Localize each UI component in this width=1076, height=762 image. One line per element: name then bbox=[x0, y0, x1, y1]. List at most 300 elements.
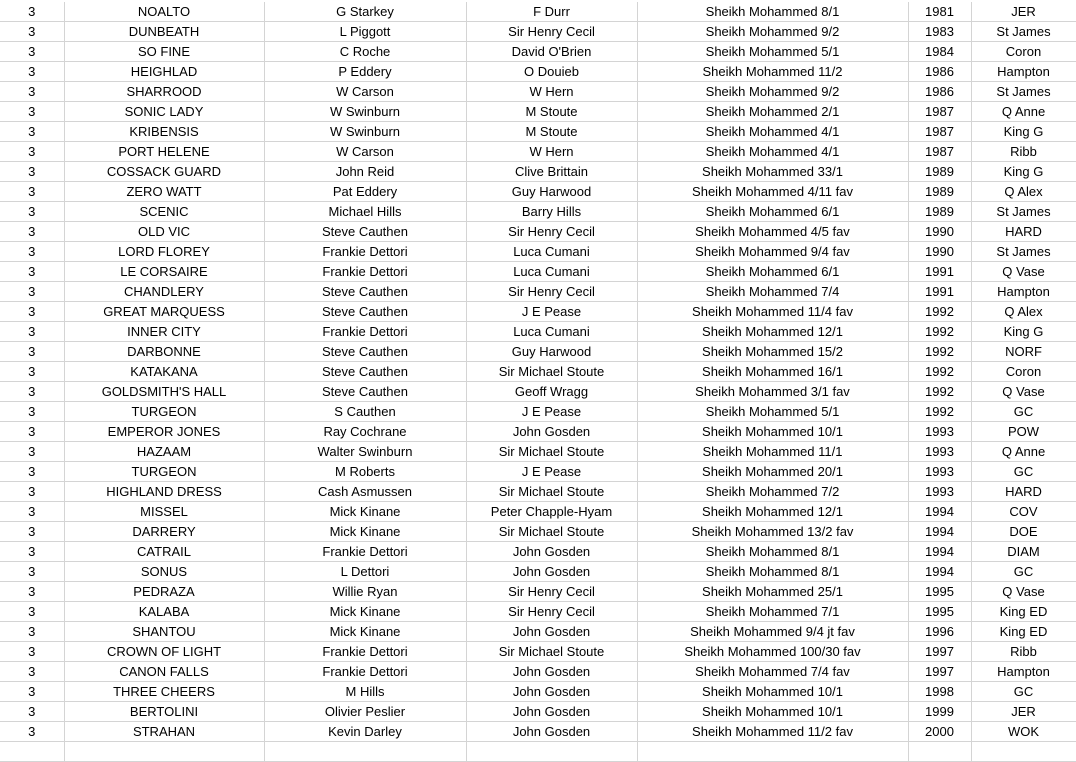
position-cell[interactable]: 3 bbox=[0, 502, 64, 522]
trainer-cell[interactable]: John Gosden bbox=[466, 542, 637, 562]
table-row[interactable] bbox=[0, 142, 1076, 162]
trainer-cell[interactable]: Sir Henry Cecil bbox=[466, 602, 637, 622]
position-cell[interactable]: 3 bbox=[0, 242, 64, 262]
jockey-cell[interactable]: Steve Cauthen bbox=[264, 282, 466, 302]
table-row[interactable] bbox=[0, 402, 1076, 422]
table-row[interactable] bbox=[0, 462, 1076, 482]
horse-cell[interactable]: DUNBEATH bbox=[64, 22, 264, 42]
jockey-cell[interactable]: Frankie Dettori bbox=[264, 262, 466, 282]
race-cell[interactable]: St James bbox=[971, 22, 1076, 42]
table-row[interactable] bbox=[0, 442, 1076, 462]
jockey-cell[interactable]: S Cauthen bbox=[264, 402, 466, 422]
table-row[interactable] bbox=[0, 282, 1076, 302]
race-cell[interactable]: Hampton bbox=[971, 62, 1076, 82]
race-cell[interactable]: NORF bbox=[971, 342, 1076, 362]
table-row[interactable] bbox=[0, 62, 1076, 82]
table-row[interactable] bbox=[0, 182, 1076, 202]
horse-cell[interactable]: KRIBENSIS bbox=[64, 122, 264, 142]
race-cell[interactable]: DIAM bbox=[971, 542, 1076, 562]
trainer-cell[interactable]: Barry Hills bbox=[466, 202, 637, 222]
race-cell[interactable]: Q Alex bbox=[971, 302, 1076, 322]
position-cell[interactable]: 3 bbox=[0, 302, 64, 322]
owner-odds-cell[interactable]: Sheikh Mohammed 12/1 bbox=[637, 502, 908, 522]
owner-odds-cell[interactable]: Sheikh Mohammed 7/4 fav bbox=[637, 662, 908, 682]
horse-cell[interactable]: DARBONNE bbox=[64, 342, 264, 362]
horse-cell[interactable]: KALABA bbox=[64, 602, 264, 622]
horse-cell[interactable]: KATAKANA bbox=[64, 362, 264, 382]
jockey-cell[interactable]: Steve Cauthen bbox=[264, 362, 466, 382]
trainer-cell[interactable]: Guy Harwood bbox=[466, 342, 637, 362]
horse-cell[interactable]: TURGEON bbox=[64, 402, 264, 422]
empty-cell[interactable] bbox=[264, 742, 466, 762]
year-cell[interactable]: 2000 bbox=[908, 722, 971, 742]
jockey-cell[interactable]: Michael Hills bbox=[264, 202, 466, 222]
horse-cell[interactable]: SHARROOD bbox=[64, 82, 264, 102]
owner-odds-cell[interactable]: Sheikh Mohammed 25/1 bbox=[637, 582, 908, 602]
horse-cell[interactable]: SONIC LADY bbox=[64, 102, 264, 122]
owner-odds-cell[interactable]: Sheikh Mohammed 5/1 bbox=[637, 402, 908, 422]
trainer-cell[interactable]: F Durr bbox=[466, 2, 637, 22]
table-row[interactable] bbox=[0, 262, 1076, 282]
horse-cell[interactable]: ZERO WATT bbox=[64, 182, 264, 202]
owner-odds-cell[interactable]: Sheikh Mohammed 9/4 fav bbox=[637, 242, 908, 262]
trainer-cell[interactable]: John Gosden bbox=[466, 682, 637, 702]
trainer-cell[interactable]: Clive Brittain bbox=[466, 162, 637, 182]
owner-odds-cell[interactable]: Sheikh Mohammed 8/1 bbox=[637, 542, 908, 562]
trainer-cell[interactable]: John Gosden bbox=[466, 722, 637, 742]
table-row[interactable] bbox=[0, 362, 1076, 382]
empty-cell[interactable] bbox=[64, 742, 264, 762]
position-cell[interactable]: 3 bbox=[0, 322, 64, 342]
race-cell[interactable]: HARD bbox=[971, 482, 1076, 502]
race-cell[interactable]: GC bbox=[971, 462, 1076, 482]
owner-odds-cell[interactable]: Sheikh Mohammed 11/1 bbox=[637, 442, 908, 462]
position-cell[interactable]: 3 bbox=[0, 522, 64, 542]
trainer-cell[interactable]: Geoff Wragg bbox=[466, 382, 637, 402]
year-cell[interactable]: 1986 bbox=[908, 62, 971, 82]
table-row[interactable] bbox=[0, 622, 1076, 642]
horse-cell[interactable]: CHANDLERY bbox=[64, 282, 264, 302]
table-row[interactable] bbox=[0, 162, 1076, 182]
jockey-cell[interactable]: Mick Kinane bbox=[264, 622, 466, 642]
trainer-cell[interactable]: Sir Henry Cecil bbox=[466, 22, 637, 42]
table-row[interactable] bbox=[0, 202, 1076, 222]
horse-cell[interactable]: THREE CHEERS bbox=[64, 682, 264, 702]
horse-cell[interactable]: INNER CITY bbox=[64, 322, 264, 342]
trainer-cell[interactable]: M Stoute bbox=[466, 102, 637, 122]
position-cell[interactable]: 3 bbox=[0, 362, 64, 382]
jockey-cell[interactable]: Olivier Peslier bbox=[264, 702, 466, 722]
trainer-cell[interactable]: Sir Henry Cecil bbox=[466, 222, 637, 242]
year-cell[interactable]: 1987 bbox=[908, 122, 971, 142]
race-cell[interactable]: King ED bbox=[971, 622, 1076, 642]
table-row[interactable] bbox=[0, 2, 1076, 22]
race-cell[interactable]: HARD bbox=[971, 222, 1076, 242]
race-cell[interactable]: Coron bbox=[971, 362, 1076, 382]
position-cell[interactable]: 3 bbox=[0, 582, 64, 602]
race-cell[interactable]: GC bbox=[971, 682, 1076, 702]
year-cell[interactable]: 1989 bbox=[908, 182, 971, 202]
jockey-cell[interactable]: John Reid bbox=[264, 162, 466, 182]
year-cell[interactable]: 1991 bbox=[908, 262, 971, 282]
trainer-cell[interactable]: Peter Chapple-Hyam bbox=[466, 502, 637, 522]
race-cell[interactable]: St James bbox=[971, 82, 1076, 102]
year-cell[interactable]: 1995 bbox=[908, 602, 971, 622]
year-cell[interactable]: 1993 bbox=[908, 442, 971, 462]
jockey-cell[interactable]: Mick Kinane bbox=[264, 602, 466, 622]
trainer-cell[interactable]: John Gosden bbox=[466, 622, 637, 642]
owner-odds-cell[interactable]: Sheikh Mohammed 10/1 bbox=[637, 422, 908, 442]
position-cell[interactable]: 3 bbox=[0, 682, 64, 702]
position-cell[interactable]: 3 bbox=[0, 402, 64, 422]
race-cell[interactable]: Q Vase bbox=[971, 382, 1076, 402]
jockey-cell[interactable]: Mick Kinane bbox=[264, 522, 466, 542]
race-cell[interactable]: King G bbox=[971, 162, 1076, 182]
position-cell[interactable]: 3 bbox=[0, 202, 64, 222]
table-row[interactable] bbox=[0, 602, 1076, 622]
owner-odds-cell[interactable]: Sheikh Mohammed 11/4 fav bbox=[637, 302, 908, 322]
race-cell[interactable]: GC bbox=[971, 402, 1076, 422]
horse-cell[interactable]: GOLDSMITH'S HALL bbox=[64, 382, 264, 402]
year-cell[interactable]: 1989 bbox=[908, 202, 971, 222]
owner-odds-cell[interactable]: Sheikh Mohammed 100/30 fav bbox=[637, 642, 908, 662]
horse-cell[interactable]: LE CORSAIRE bbox=[64, 262, 264, 282]
year-cell[interactable]: 1996 bbox=[908, 622, 971, 642]
race-cell[interactable]: POW bbox=[971, 422, 1076, 442]
owner-odds-cell[interactable]: Sheikh Mohammed 11/2 fav bbox=[637, 722, 908, 742]
owner-odds-cell[interactable]: Sheikh Mohammed 6/1 bbox=[637, 202, 908, 222]
trainer-cell[interactable]: Luca Cumani bbox=[466, 242, 637, 262]
table-row[interactable] bbox=[0, 122, 1076, 142]
table-row[interactable] bbox=[0, 522, 1076, 542]
race-cell[interactable]: Q Alex bbox=[971, 182, 1076, 202]
race-cell[interactable]: King G bbox=[971, 322, 1076, 342]
position-cell[interactable]: 3 bbox=[0, 482, 64, 502]
owner-odds-cell[interactable]: Sheikh Mohammed 4/1 bbox=[637, 142, 908, 162]
jockey-cell[interactable]: W Carson bbox=[264, 82, 466, 102]
trainer-cell[interactable]: David O'Brien bbox=[466, 42, 637, 62]
table-row[interactable] bbox=[0, 642, 1076, 662]
position-cell[interactable]: 3 bbox=[0, 142, 64, 162]
year-cell[interactable]: 1994 bbox=[908, 522, 971, 542]
owner-odds-cell[interactable]: Sheikh Mohammed 4/5 fav bbox=[637, 222, 908, 242]
table-row[interactable] bbox=[0, 502, 1076, 522]
year-cell[interactable]: 1984 bbox=[908, 42, 971, 62]
race-cell[interactable]: Q Vase bbox=[971, 582, 1076, 602]
trainer-cell[interactable]: Luca Cumani bbox=[466, 322, 637, 342]
race-cell[interactable]: Ribb bbox=[971, 642, 1076, 662]
table-row[interactable] bbox=[0, 582, 1076, 602]
owner-odds-cell[interactable]: Sheikh Mohammed 7/1 bbox=[637, 602, 908, 622]
year-cell[interactable]: 1981 bbox=[908, 2, 971, 22]
table-row[interactable] bbox=[0, 22, 1076, 42]
year-cell[interactable]: 1994 bbox=[908, 542, 971, 562]
horse-cell[interactable]: OLD VIC bbox=[64, 222, 264, 242]
year-cell[interactable]: 1993 bbox=[908, 462, 971, 482]
trainer-cell[interactable]: John Gosden bbox=[466, 422, 637, 442]
position-cell[interactable]: 3 bbox=[0, 562, 64, 582]
position-cell[interactable]: 3 bbox=[0, 122, 64, 142]
trainer-cell[interactable]: John Gosden bbox=[466, 662, 637, 682]
table-row[interactable] bbox=[0, 422, 1076, 442]
jockey-cell[interactable]: Willie Ryan bbox=[264, 582, 466, 602]
year-cell[interactable]: 1994 bbox=[908, 562, 971, 582]
year-cell[interactable]: 1994 bbox=[908, 502, 971, 522]
empty-cell[interactable] bbox=[908, 742, 971, 762]
trainer-cell[interactable]: W Hern bbox=[466, 82, 637, 102]
trainer-cell[interactable]: Sir Michael Stoute bbox=[466, 522, 637, 542]
year-cell[interactable]: 1991 bbox=[908, 282, 971, 302]
table-row[interactable] bbox=[0, 82, 1076, 102]
trainer-cell[interactable]: Guy Harwood bbox=[466, 182, 637, 202]
table-row[interactable] bbox=[0, 482, 1076, 502]
horse-cell[interactable]: SONUS bbox=[64, 562, 264, 582]
race-cell[interactable]: King G bbox=[971, 122, 1076, 142]
table-row[interactable] bbox=[0, 702, 1076, 722]
jockey-cell[interactable]: Frankie Dettori bbox=[264, 542, 466, 562]
horse-cell[interactable]: GREAT MARQUESS bbox=[64, 302, 264, 322]
race-cell[interactable]: St James bbox=[971, 202, 1076, 222]
jockey-cell[interactable]: Frankie Dettori bbox=[264, 662, 466, 682]
jockey-cell[interactable]: Kevin Darley bbox=[264, 722, 466, 742]
trainer-cell[interactable]: J E Pease bbox=[466, 302, 637, 322]
table-row[interactable] bbox=[0, 322, 1076, 342]
race-cell[interactable]: King ED bbox=[971, 602, 1076, 622]
year-cell[interactable]: 1992 bbox=[908, 302, 971, 322]
owner-odds-cell[interactable]: Sheikh Mohammed 4/1 bbox=[637, 122, 908, 142]
jockey-cell[interactable]: W Swinburn bbox=[264, 102, 466, 122]
empty-cell[interactable] bbox=[0, 742, 64, 762]
trainer-cell[interactable]: W Hern bbox=[466, 142, 637, 162]
horse-cell[interactable]: NOALTO bbox=[64, 2, 264, 22]
table-row[interactable] bbox=[0, 42, 1076, 62]
owner-odds-cell[interactable]: Sheikh Mohammed 9/2 bbox=[637, 22, 908, 42]
owner-odds-cell[interactable]: Sheikh Mohammed 8/1 bbox=[637, 562, 908, 582]
position-cell[interactable]: 3 bbox=[0, 42, 64, 62]
race-cell[interactable]: Q Anne bbox=[971, 102, 1076, 122]
position-cell[interactable]: 3 bbox=[0, 622, 64, 642]
table-row[interactable] bbox=[0, 242, 1076, 262]
year-cell[interactable]: 1998 bbox=[908, 682, 971, 702]
jockey-cell[interactable]: Steve Cauthen bbox=[264, 302, 466, 322]
jockey-cell[interactable]: Pat Eddery bbox=[264, 182, 466, 202]
owner-odds-cell[interactable]: Sheikh Mohammed 2/1 bbox=[637, 102, 908, 122]
table-row[interactable] bbox=[0, 302, 1076, 322]
horse-cell[interactable]: CATRAIL bbox=[64, 542, 264, 562]
position-cell[interactable]: 3 bbox=[0, 382, 64, 402]
horse-cell[interactable]: EMPEROR JONES bbox=[64, 422, 264, 442]
year-cell[interactable]: 1990 bbox=[908, 242, 971, 262]
jockey-cell[interactable]: L Dettori bbox=[264, 562, 466, 582]
owner-odds-cell[interactable]: Sheikh Mohammed 3/1 fav bbox=[637, 382, 908, 402]
jockey-cell[interactable]: P Eddery bbox=[264, 62, 466, 82]
horse-cell[interactable]: HIGHLAND DRESS bbox=[64, 482, 264, 502]
position-cell[interactable]: 3 bbox=[0, 462, 64, 482]
race-cell[interactable]: Hampton bbox=[971, 282, 1076, 302]
horse-cell[interactable]: DARRERY bbox=[64, 522, 264, 542]
race-cell[interactable]: WOK bbox=[971, 722, 1076, 742]
position-cell[interactable]: 3 bbox=[0, 222, 64, 242]
position-cell[interactable]: 3 bbox=[0, 102, 64, 122]
race-cell[interactable]: Hampton bbox=[971, 662, 1076, 682]
jockey-cell[interactable]: M Hills bbox=[264, 682, 466, 702]
trainer-cell[interactable]: M Stoute bbox=[466, 122, 637, 142]
year-cell[interactable]: 1986 bbox=[908, 82, 971, 102]
table-row[interactable] bbox=[0, 222, 1076, 242]
owner-odds-cell[interactable]: Sheikh Mohammed 9/4 jt fav bbox=[637, 622, 908, 642]
year-cell[interactable]: 1989 bbox=[908, 162, 971, 182]
trainer-cell[interactable]: Sir Henry Cecil bbox=[466, 282, 637, 302]
owner-odds-cell[interactable]: Sheikh Mohammed 20/1 bbox=[637, 462, 908, 482]
owner-odds-cell[interactable]: Sheikh Mohammed 4/11 fav bbox=[637, 182, 908, 202]
jockey-cell[interactable]: L Piggott bbox=[264, 22, 466, 42]
year-cell[interactable]: 1987 bbox=[908, 142, 971, 162]
owner-odds-cell[interactable]: Sheikh Mohammed 33/1 bbox=[637, 162, 908, 182]
owner-odds-cell[interactable]: Sheikh Mohammed 7/4 bbox=[637, 282, 908, 302]
race-cell[interactable]: DOE bbox=[971, 522, 1076, 542]
owner-odds-cell[interactable]: Sheikh Mohammed 12/1 bbox=[637, 322, 908, 342]
year-cell[interactable]: 1999 bbox=[908, 702, 971, 722]
horse-cell[interactable]: BERTOLINI bbox=[64, 702, 264, 722]
race-cell[interactable]: Q Vase bbox=[971, 262, 1076, 282]
empty-cell[interactable] bbox=[971, 742, 1076, 762]
position-cell[interactable]: 3 bbox=[0, 722, 64, 742]
jockey-cell[interactable]: Walter Swinburn bbox=[264, 442, 466, 462]
horse-cell[interactable]: PORT HELENE bbox=[64, 142, 264, 162]
table-row[interactable] bbox=[0, 382, 1076, 402]
year-cell[interactable]: 1992 bbox=[908, 362, 971, 382]
position-cell[interactable]: 3 bbox=[0, 22, 64, 42]
trainer-cell[interactable]: Luca Cumani bbox=[466, 262, 637, 282]
horse-cell[interactable]: TURGEON bbox=[64, 462, 264, 482]
horse-cell[interactable]: SHANTOU bbox=[64, 622, 264, 642]
trainer-cell[interactable]: John Gosden bbox=[466, 702, 637, 722]
position-cell[interactable]: 3 bbox=[0, 282, 64, 302]
race-cell[interactable]: Ribb bbox=[971, 142, 1076, 162]
owner-odds-cell[interactable]: Sheikh Mohammed 9/2 bbox=[637, 82, 908, 102]
race-cell[interactable]: COV bbox=[971, 502, 1076, 522]
horse-cell[interactable]: CROWN OF LIGHT bbox=[64, 642, 264, 662]
jockey-cell[interactable]: Steve Cauthen bbox=[264, 222, 466, 242]
trainer-cell[interactable]: Sir Henry Cecil bbox=[466, 582, 637, 602]
jockey-cell[interactable]: Steve Cauthen bbox=[264, 342, 466, 362]
trainer-cell[interactable]: John Gosden bbox=[466, 562, 637, 582]
owner-odds-cell[interactable]: Sheikh Mohammed 10/1 bbox=[637, 682, 908, 702]
jockey-cell[interactable]: M Roberts bbox=[264, 462, 466, 482]
trainer-cell[interactable]: J E Pease bbox=[466, 402, 637, 422]
race-cell[interactable]: Coron bbox=[971, 42, 1076, 62]
year-cell[interactable]: 1993 bbox=[908, 482, 971, 502]
position-cell[interactable]: 3 bbox=[0, 62, 64, 82]
jockey-cell[interactable]: Ray Cochrane bbox=[264, 422, 466, 442]
position-cell[interactable]: 3 bbox=[0, 442, 64, 462]
horse-cell[interactable]: SCENIC bbox=[64, 202, 264, 222]
jockey-cell[interactable]: Cash Asmussen bbox=[264, 482, 466, 502]
year-cell[interactable]: 1992 bbox=[908, 402, 971, 422]
trainer-cell[interactable]: Sir Michael Stoute bbox=[466, 362, 637, 382]
trainer-cell[interactable]: J E Pease bbox=[466, 462, 637, 482]
jockey-cell[interactable]: C Roche bbox=[264, 42, 466, 62]
jockey-cell[interactable]: Frankie Dettori bbox=[264, 242, 466, 262]
race-cell[interactable]: JER bbox=[971, 2, 1076, 22]
owner-odds-cell[interactable]: Sheikh Mohammed 11/2 bbox=[637, 62, 908, 82]
horse-cell[interactable]: LORD FLOREY bbox=[64, 242, 264, 262]
trainer-cell[interactable]: Sir Michael Stoute bbox=[466, 442, 637, 462]
year-cell[interactable]: 1987 bbox=[908, 102, 971, 122]
empty-cell[interactable] bbox=[637, 742, 908, 762]
table-row[interactable] bbox=[0, 662, 1076, 682]
position-cell[interactable]: 3 bbox=[0, 82, 64, 102]
race-cell[interactable]: JER bbox=[971, 702, 1076, 722]
position-cell[interactable]: 3 bbox=[0, 262, 64, 282]
horse-cell[interactable]: CANON FALLS bbox=[64, 662, 264, 682]
trainer-cell[interactable]: Sir Michael Stoute bbox=[466, 482, 637, 502]
position-cell[interactable]: 3 bbox=[0, 342, 64, 362]
year-cell[interactable]: 1990 bbox=[908, 222, 971, 242]
position-cell[interactable]: 3 bbox=[0, 642, 64, 662]
year-cell[interactable]: 1995 bbox=[908, 582, 971, 602]
owner-odds-cell[interactable]: Sheikh Mohammed 16/1 bbox=[637, 362, 908, 382]
jockey-cell[interactable]: G Starkey bbox=[264, 2, 466, 22]
owner-odds-cell[interactable]: Sheikh Mohammed 10/1 bbox=[637, 702, 908, 722]
year-cell[interactable]: 1992 bbox=[908, 382, 971, 402]
position-cell[interactable]: 3 bbox=[0, 182, 64, 202]
horse-cell[interactable]: MISSEL bbox=[64, 502, 264, 522]
horse-cell[interactable]: STRAHAN bbox=[64, 722, 264, 742]
horse-cell[interactable]: COSSACK GUARD bbox=[64, 162, 264, 182]
empty-cell[interactable] bbox=[466, 742, 637, 762]
position-cell[interactable]: 3 bbox=[0, 602, 64, 622]
jockey-cell[interactable]: Mick Kinane bbox=[264, 502, 466, 522]
owner-odds-cell[interactable]: Sheikh Mohammed 13/2 fav bbox=[637, 522, 908, 542]
horse-cell[interactable]: PEDRAZA bbox=[64, 582, 264, 602]
position-cell[interactable]: 3 bbox=[0, 702, 64, 722]
year-cell[interactable]: 1993 bbox=[908, 422, 971, 442]
table-row[interactable] bbox=[0, 682, 1076, 702]
position-cell[interactable]: 3 bbox=[0, 662, 64, 682]
jockey-cell[interactable]: Frankie Dettori bbox=[264, 322, 466, 342]
race-cell[interactable]: Q Anne bbox=[971, 442, 1076, 462]
jockey-cell[interactable]: W Carson bbox=[264, 142, 466, 162]
jockey-cell[interactable]: Steve Cauthen bbox=[264, 382, 466, 402]
owner-odds-cell[interactable]: Sheikh Mohammed 8/1 bbox=[637, 2, 908, 22]
table-row[interactable] bbox=[0, 722, 1076, 742]
race-cell[interactable]: GC bbox=[971, 562, 1076, 582]
jockey-cell[interactable]: Frankie Dettori bbox=[264, 642, 466, 662]
horse-cell[interactable]: HAZAAM bbox=[64, 442, 264, 462]
table-row[interactable] bbox=[0, 742, 1076, 762]
position-cell[interactable]: 3 bbox=[0, 162, 64, 182]
position-cell[interactable]: 3 bbox=[0, 542, 64, 562]
position-cell[interactable]: 3 bbox=[0, 422, 64, 442]
trainer-cell[interactable]: Sir Michael Stoute bbox=[466, 642, 637, 662]
table-row[interactable] bbox=[0, 342, 1076, 362]
trainer-cell[interactable]: O Douieb bbox=[466, 62, 637, 82]
year-cell[interactable]: 1992 bbox=[908, 322, 971, 342]
horse-cell[interactable]: HEIGHLAD bbox=[64, 62, 264, 82]
table-row[interactable] bbox=[0, 542, 1076, 562]
year-cell[interactable]: 1997 bbox=[908, 662, 971, 682]
jockey-cell[interactable]: W Swinburn bbox=[264, 122, 466, 142]
owner-odds-cell[interactable]: Sheikh Mohammed 7/2 bbox=[637, 482, 908, 502]
owner-odds-cell[interactable]: Sheikh Mohammed 5/1 bbox=[637, 42, 908, 62]
year-cell[interactable]: 1983 bbox=[908, 22, 971, 42]
table-row[interactable] bbox=[0, 562, 1076, 582]
year-cell[interactable]: 1992 bbox=[908, 342, 971, 362]
table-row[interactable] bbox=[0, 102, 1076, 122]
owner-odds-cell[interactable]: Sheikh Mohammed 6/1 bbox=[637, 262, 908, 282]
position-cell[interactable]: 3 bbox=[0, 2, 64, 22]
